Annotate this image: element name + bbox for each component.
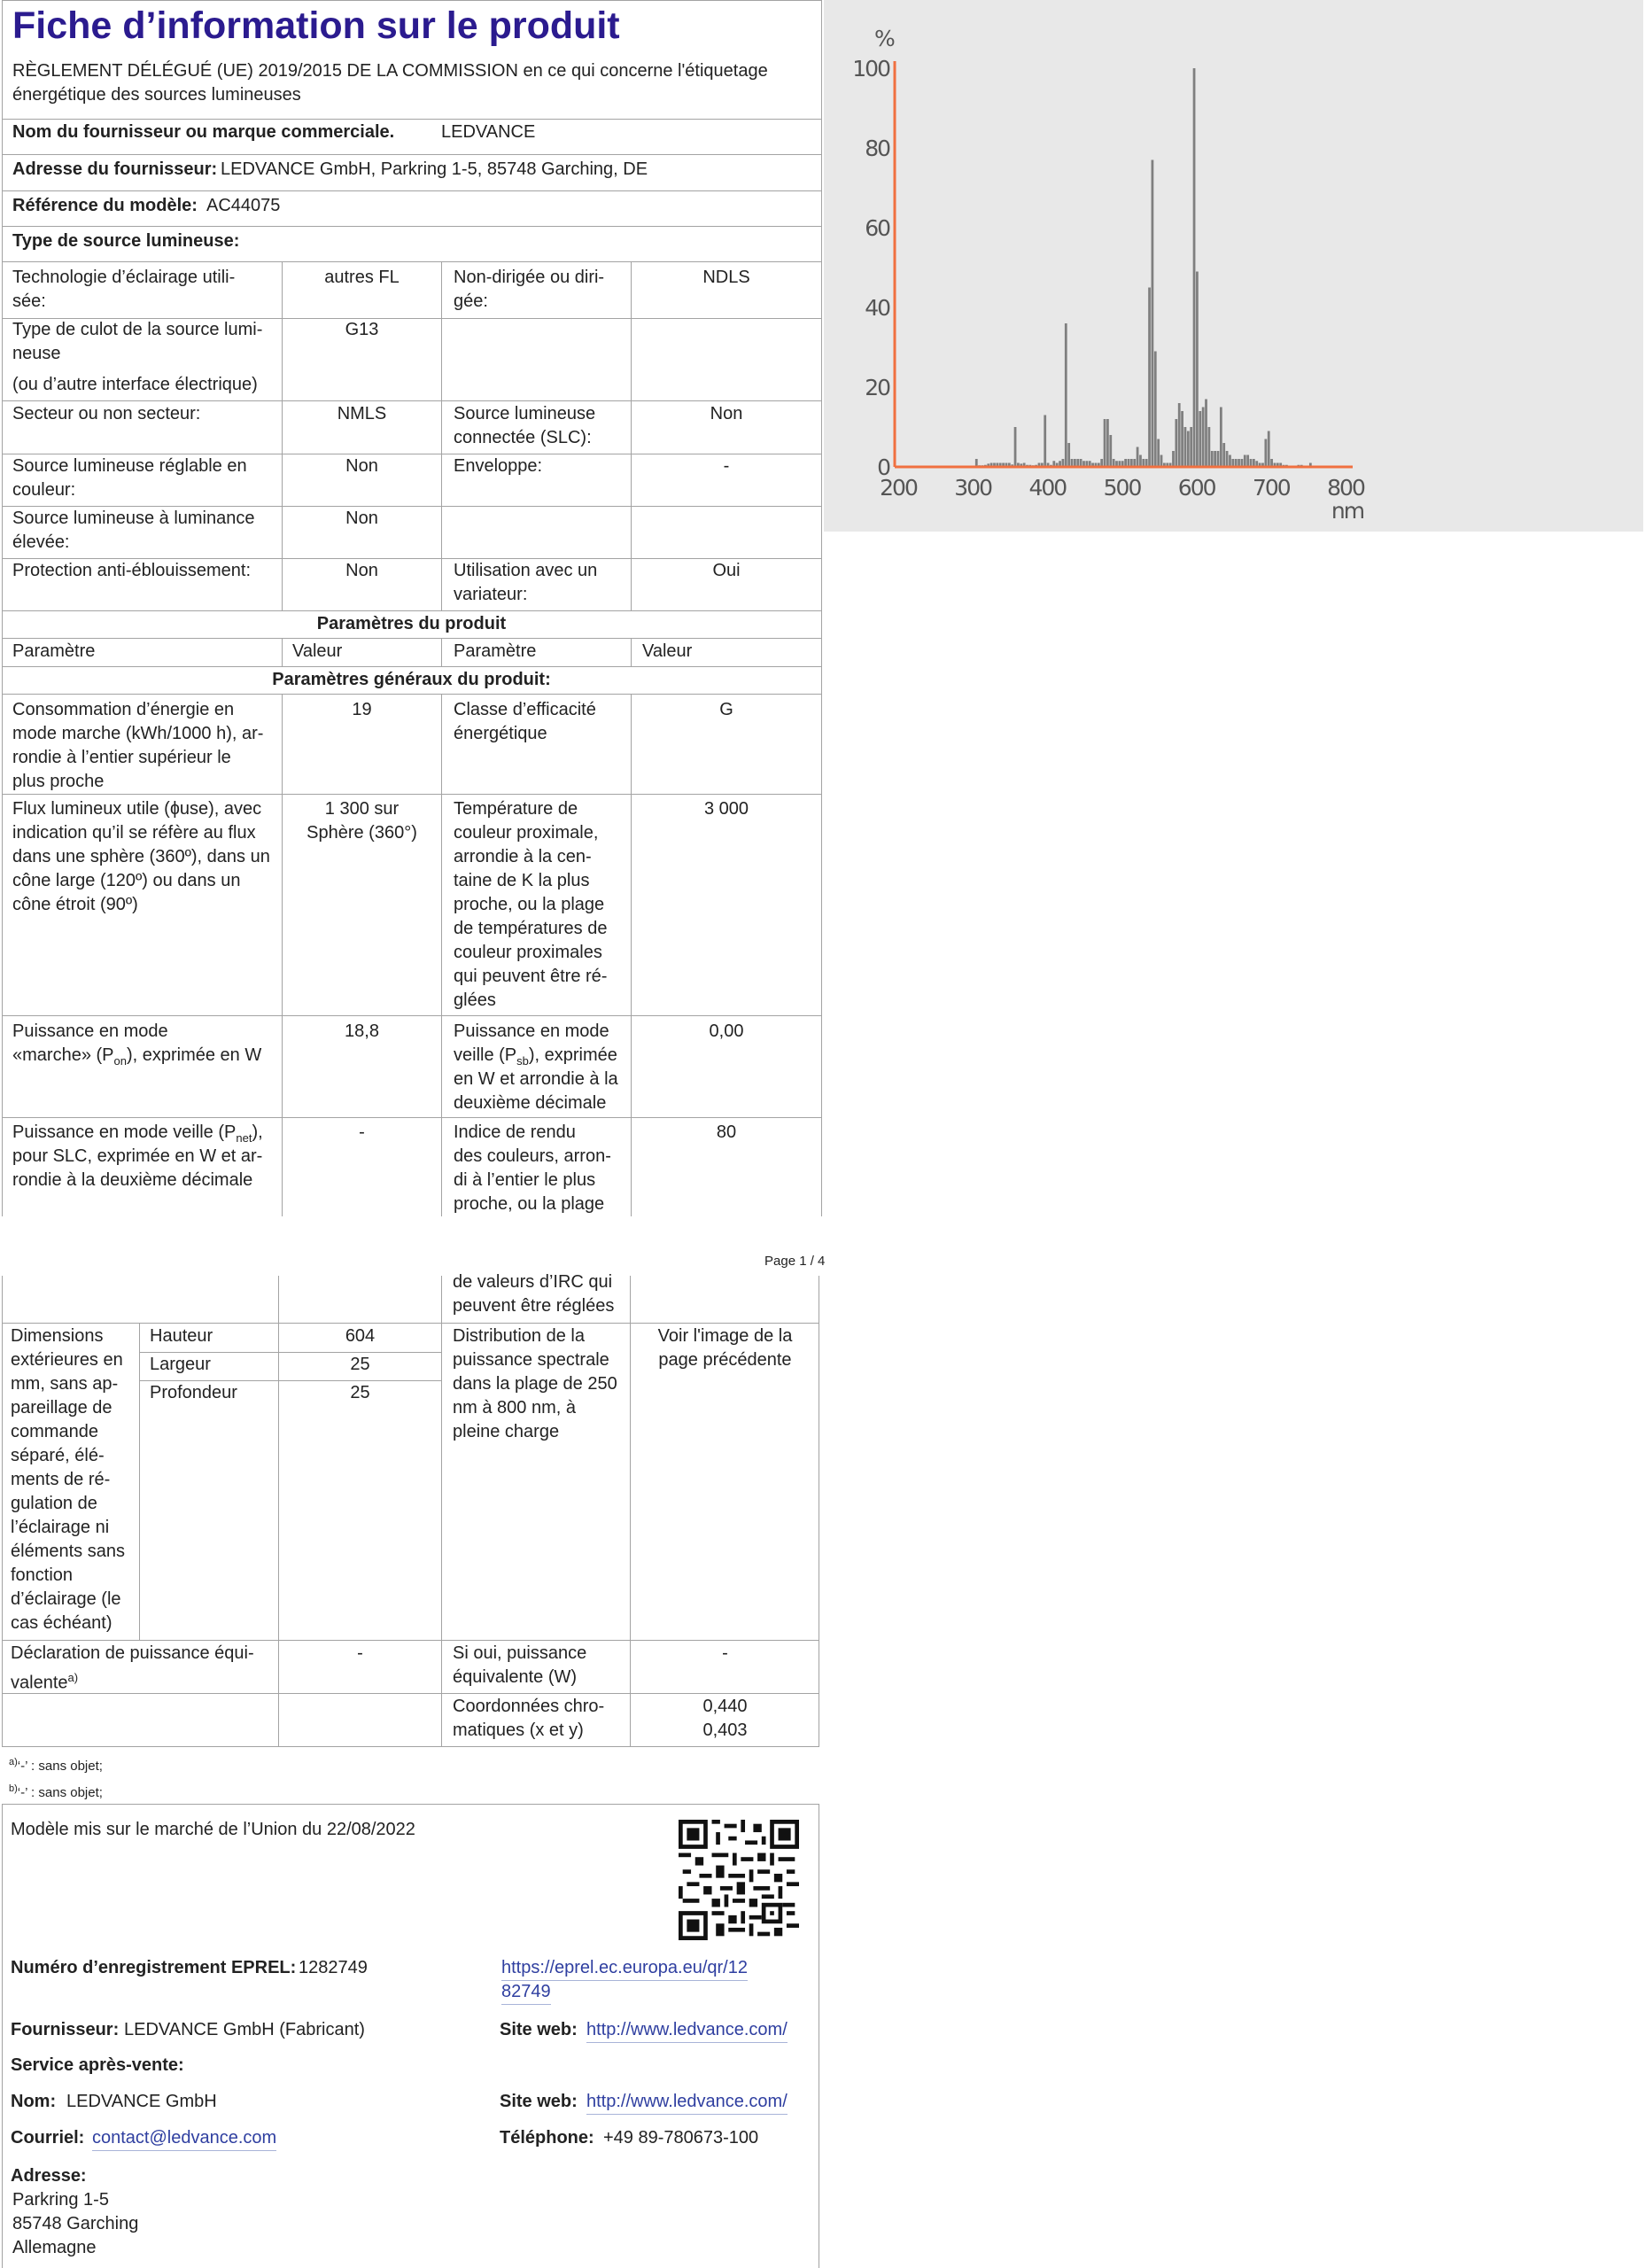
flux-label: cône large (120º) ou dans un: [12, 871, 241, 890]
phone-value: +49 89-780673-100: [603, 2128, 759, 2148]
cct-label: taine de K la plus: [454, 871, 590, 890]
supplier-address-value: LEDVANCE GmbH, Parkring 1-5, 85748 Garching, DE: [221, 159, 648, 179]
type-param: Source lumineuse réglable en: [12, 456, 247, 476]
spd-label: dans la plage de 250: [453, 1374, 617, 1394]
phone-label: Téléphone:: [500, 2128, 594, 2148]
spectrum-bar: [1214, 451, 1216, 467]
chroma-label: matiques (x et y): [453, 1720, 584, 1740]
header-param: Paramètre: [12, 641, 96, 661]
general-params-title: Paramètres généraux du produit:: [272, 670, 551, 689]
cri-label: des couleurs, arron-: [454, 1146, 611, 1166]
address-label: Adresse:: [11, 2166, 87, 2186]
flux-label: Flux lumineux utile (ɸuse), avec: [12, 799, 262, 819]
spectrum-bar: [1226, 451, 1229, 467]
type-value: Oui: [712, 561, 741, 580]
spd-label: puissance spectrale: [453, 1350, 609, 1370]
cct-label: couleur proximales: [454, 943, 602, 962]
spectrum-bar: [1184, 427, 1187, 467]
width-label: Largeur: [150, 1355, 211, 1374]
header-value: Valeur: [292, 641, 343, 661]
spectrum-bar: [1199, 411, 1201, 467]
row-divider: [2, 638, 821, 639]
type-param: connectée (SLC):: [454, 428, 592, 447]
consumption-label: rondie à l’entier supérieur le: [12, 748, 231, 767]
spectrum-bar: [1109, 435, 1112, 467]
spd-value: Voir l'image de la: [657, 1326, 793, 1346]
footnote-marker: a): [67, 1671, 79, 1684]
flux-value: Sphère (360°): [306, 823, 417, 843]
spectrum-bar: [1229, 455, 1231, 468]
dimensions-label: pareillage de: [11, 1398, 113, 1418]
spectrum-bar: [1268, 431, 1270, 468]
spectrum-bar: [1137, 447, 1139, 468]
footnote: [9, 1780, 103, 1802]
footnote-marker: b): [9, 1783, 18, 1794]
spd-label: nm à 800 nm, à: [453, 1398, 576, 1418]
type-param: sée:: [12, 291, 46, 311]
type-param: neuse: [12, 344, 61, 363]
row-divider: [2, 666, 821, 667]
pon-label: Puissance en mode: [12, 1021, 168, 1041]
pon-label-part: ), exprimée en W: [126, 1045, 262, 1065]
pnet-label: pour SLC, exprimée en W et ar-: [12, 1146, 263, 1166]
cct-label: couleur proximale,: [454, 823, 599, 843]
row-divider: [2, 1693, 819, 1694]
product-params-title: Paramètres du produit: [316, 614, 507, 633]
footnote-marker: a): [9, 1757, 18, 1767]
row-divider: [2, 1117, 821, 1118]
col-divider: [631, 261, 632, 610]
spectrum-bar: [1202, 408, 1205, 468]
dimensions-label: d’éclairage (le: [11, 1589, 121, 1609]
spectrum-bar: [1196, 272, 1199, 468]
dimensions-label: fonction: [11, 1565, 74, 1585]
y-tick-label: 60: [865, 215, 889, 241]
x-tick-label: 200: [880, 475, 917, 501]
spectrum-bar: [1175, 419, 1177, 467]
pon-label-part: «marche» (P: [12, 1045, 114, 1065]
consumption-label: mode marche (kWh/1000 h), ar-: [12, 724, 264, 743]
spectrum-bar: [1152, 160, 1154, 468]
cct-label: qui peuvent être ré-: [454, 967, 608, 986]
address-line: 85748 Garching: [12, 2214, 139, 2233]
eprel-value: 1282749: [299, 1958, 368, 1977]
spectrum-bar: [1217, 451, 1220, 467]
equivalent-value: -: [357, 1643, 363, 1663]
type-param: Utilisation avec un: [454, 561, 598, 580]
dimensions-label: éléments sans: [11, 1542, 125, 1561]
flux-label: indication qu’il se réfère au flux: [12, 823, 256, 843]
qr-code-icon[interactable]: [679, 1820, 799, 1940]
cct-label: proche, ou la plage: [454, 895, 605, 914]
height-value: 604: [345, 1326, 376, 1346]
spectrum-bar: [1208, 427, 1211, 467]
service-name-value: LEDVANCE GmbH: [66, 2092, 217, 2111]
pnet-label: rondie à la deuxième décimale: [12, 1170, 253, 1190]
model-ref-value: AC44075: [206, 196, 281, 215]
spectrum-bar: [1065, 323, 1067, 467]
dimensions-label: commande: [11, 1422, 98, 1441]
y-tick-label: 80: [865, 136, 889, 161]
equivalent-label: Déclaration de puissance équi-: [11, 1643, 254, 1663]
spectrum-bar: [1264, 439, 1267, 468]
row-divider: [2, 694, 821, 695]
spectrum-bar: [1104, 419, 1106, 467]
pnet-subscript: net: [236, 1131, 252, 1145]
y-axis-label: %: [874, 26, 894, 51]
footnote: [9, 1753, 103, 1775]
spd-label: Distribution de la: [453, 1326, 585, 1346]
spectrum-bar: [1106, 419, 1109, 467]
x-tick-label: 400: [1028, 475, 1067, 501]
type-param: (ou d’autre interface électrique): [12, 375, 258, 394]
row-divider: [2, 226, 821, 227]
height-label: Hauteur: [150, 1326, 213, 1346]
dimensions-label: extérieures en: [11, 1350, 123, 1370]
col-divider: [139, 1323, 140, 1640]
header-value: Valeur: [642, 641, 693, 661]
spectrum-bar: [1139, 455, 1142, 468]
eprel-link[interactable]: https://eprel.ec.europa.eu/qr/12: [501, 1956, 748, 1981]
page-title: Fiche d’information sur le produit: [12, 4, 620, 47]
row-divider: [2, 1323, 819, 1324]
type-param: variateur:: [454, 585, 528, 604]
regulation-line-1: RÈGLEMENT DÉLÉGUÉ (UE) 2019/2015 DE LA COMMISSION en ce qui concerne l'étiquetage: [12, 61, 768, 81]
row-divider: [2, 1640, 819, 1641]
dimensions-label: l’éclairage ni: [11, 1518, 110, 1537]
spectrum-bar: [1222, 443, 1225, 467]
pon-value: 18,8: [345, 1021, 379, 1041]
col-divider: [282, 638, 283, 666]
type-value: Non: [710, 404, 743, 423]
row-divider: [2, 261, 821, 262]
cri-label: Indice de rendu: [454, 1122, 576, 1142]
psb-value: 0,00: [709, 1021, 744, 1041]
spectrum-bar: [1154, 352, 1157, 468]
equivalent-power-label: Si oui, puissance: [453, 1643, 587, 1663]
type-param: couleur:: [12, 480, 76, 500]
y-tick-label: 40: [865, 295, 889, 321]
y-tick-label: 0: [877, 454, 889, 480]
type-value: G13: [345, 320, 379, 339]
eprel-link[interactable]: 82749: [501, 1980, 551, 2005]
cri-label: de valeurs d’IRC qui: [453, 1272, 613, 1292]
supplier-label: Fournisseur:: [11, 2020, 120, 2039]
chroma-y-value: 0,403: [702, 1720, 748, 1740]
row-divider: [2, 190, 821, 191]
email-link[interactable]: contact@ledvance.com: [92, 2126, 276, 2151]
supplier-site-link[interactable]: http://www.ledvance.com/: [586, 2018, 788, 2043]
spectrum-bar: [1178, 403, 1181, 467]
cri-label: peuvent être réglées: [453, 1296, 615, 1316]
energy-class-label: énergétique: [454, 724, 547, 743]
psb-label: Puissance en mode: [454, 1021, 609, 1041]
type-value: NDLS: [702, 268, 750, 287]
dimensions-label: cas échéant): [11, 1613, 113, 1633]
type-param: Enveloppe:: [454, 456, 543, 476]
pon-subscript: on: [113, 1054, 127, 1068]
psb-label: en W et arrondie à la: [454, 1069, 618, 1089]
regulation-line-2: énergétique des sources lumineuses: [12, 85, 301, 105]
energy-class-label: Classe d’efficacité: [454, 700, 596, 719]
type-param: Source lumineuse: [454, 404, 596, 423]
type-param: gée:: [454, 291, 488, 311]
pon-label: [12, 1044, 261, 1073]
type-param: Non-dirigée ou diri-: [454, 268, 605, 287]
cri-value: 80: [716, 1122, 737, 1142]
spectrum-bar: [1211, 451, 1214, 467]
equivalent-label-part: valente: [11, 1673, 68, 1693]
spectrum-bar: [1244, 455, 1246, 468]
flux-value: 1 300 sur: [324, 799, 400, 819]
row-divider: [2, 400, 821, 401]
cct-label: glées: [454, 990, 496, 1010]
spectrum-bar: [1193, 68, 1196, 467]
spectrum-bar: [1067, 443, 1070, 467]
footnote-text: ‘-’ : sans objet;: [17, 1759, 103, 1774]
pnet-label-part: Puissance en mode veille (P: [12, 1122, 237, 1142]
service-site-label: Site web:: [500, 2092, 578, 2111]
depth-value: 25: [350, 1383, 370, 1402]
supplier-value: LEDVANCE GmbH (Fabricant): [124, 2020, 365, 2039]
width-value: 25: [350, 1355, 370, 1374]
y-tick-label: 20: [865, 375, 889, 400]
type-param: Source lumineuse à luminance: [12, 509, 255, 528]
source-type-title: Type de source lumineuse:: [12, 231, 240, 251]
header-param: Paramètre: [454, 641, 537, 661]
spectrum-bar: [1187, 431, 1190, 468]
spectral-power-chart: [824, 0, 1643, 532]
supplier-name-label: Nom du fournisseur ou marque commerciale.: [12, 122, 395, 142]
col-divider: [282, 261, 283, 610]
type-value: Non: [345, 561, 378, 580]
type-value: Non: [345, 509, 378, 528]
consumption-label: Consommation d’énergie en: [12, 700, 235, 719]
psb-subscript: sb: [516, 1054, 529, 1068]
cct-label: Température de: [454, 799, 578, 819]
address-line: Parkring 1-5: [12, 2190, 109, 2210]
email-label: Courriel:: [11, 2128, 85, 2148]
chroma-x-value: 0,440: [702, 1697, 748, 1716]
psb-label-part: veille (P: [454, 1045, 517, 1065]
row-divider: [2, 119, 821, 120]
service-site-link[interactable]: http://www.ledvance.com/: [586, 2090, 788, 2115]
x-tick-label: 800: [1327, 475, 1364, 501]
col-divider: [441, 694, 442, 1216]
x-tick-label: 300: [954, 475, 992, 501]
type-value: NMLS: [337, 404, 387, 423]
col-divider: [441, 1276, 442, 1747]
col-divider: [441, 261, 442, 610]
spectrum-bar: [1044, 416, 1046, 468]
cri-label: proche, ou la plage: [454, 1194, 605, 1214]
spectrum-bar: [1181, 411, 1183, 467]
x-axis-label: nm: [1331, 498, 1364, 524]
type-value: autres FL: [324, 268, 400, 287]
dimensions-label: séparé, élé-: [11, 1446, 105, 1465]
col-divider: [441, 638, 442, 666]
row-divider: [2, 154, 821, 155]
spd-label: pleine charge: [453, 1422, 560, 1441]
depth-label: Profondeur: [150, 1383, 237, 1402]
dimensions-label: mm, sans ap-: [11, 1374, 119, 1394]
psb-label: deuxième décimale: [454, 1093, 607, 1113]
dimensions-label: gulation de: [11, 1494, 97, 1513]
row-divider: [2, 1015, 821, 1016]
supplier-site-label: Site web:: [500, 2020, 578, 2039]
service-name-label: Nom:: [11, 2092, 57, 2111]
type-param: Technologie d’éclairage utili-: [12, 268, 236, 287]
x-tick-label: 600: [1177, 475, 1215, 501]
row-divider: [2, 794, 821, 795]
spectrum-bar: [1205, 400, 1207, 468]
supplier-address-label: Adresse du fournisseur:: [12, 159, 218, 179]
spectrum-bar: [1157, 439, 1160, 468]
chart-background: [824, 0, 1643, 532]
pnet-label-part: ),: [252, 1122, 263, 1142]
type-param: Secteur ou non secteur:: [12, 404, 201, 423]
spd-value: page précédente: [658, 1350, 792, 1370]
type-param: élevée:: [12, 532, 70, 552]
flux-label: cône étroit (90º): [12, 895, 138, 914]
y-tick-label: 100: [852, 56, 889, 82]
cct-label: arrondie à la cen-: [454, 847, 592, 866]
service-title: Service après-vente:: [11, 2055, 184, 2075]
market-date: Modèle mis sur le marché de l’Union du 22/08/2022: [11, 1820, 415, 1839]
energy-class-value: G: [719, 700, 733, 719]
col-divider: [631, 638, 632, 666]
spectrum-bar: [1172, 451, 1175, 467]
spectrum-bar: [1220, 408, 1222, 468]
pnet-value: -: [359, 1122, 365, 1142]
spectrum-bar: [1160, 455, 1163, 468]
consumption-value: 19: [352, 700, 372, 719]
equivalent-power-value: -: [722, 1643, 728, 1663]
model-ref-label: Référence du modèle:: [12, 196, 198, 215]
row-divider: [2, 610, 821, 611]
type-value: -: [723, 456, 730, 476]
psb-label-part: ), exprimée: [528, 1045, 617, 1065]
cct-label: de températures de: [454, 919, 608, 938]
spectrum-bar: [1190, 427, 1192, 467]
x-tick-label: 500: [1103, 475, 1141, 501]
cri-label: di à l’entier le plus: [454, 1170, 596, 1190]
dimensions-label: ments de ré-: [11, 1470, 111, 1489]
eprel-label: Numéro d’enregistrement EPREL:: [11, 1958, 297, 1977]
spectrum-bar: [1246, 455, 1249, 468]
consumption-label: plus proche: [12, 772, 105, 791]
type-param: Protection anti-éblouissement:: [12, 561, 252, 580]
flux-label: dans une sphère (360º), dans un: [12, 847, 270, 866]
equivalent-label: [11, 1666, 78, 1696]
dimensions-label: Dimensions: [11, 1326, 104, 1346]
page-number: Page 1 / 4: [764, 1254, 826, 1269]
spectrum-bar: [1148, 288, 1151, 468]
x-tick-label: 700: [1252, 475, 1290, 501]
spectrum-bar: [1014, 427, 1017, 467]
chroma-label: Coordonnées chro-: [453, 1697, 605, 1716]
supplier-name-value: LEDVANCE: [441, 122, 536, 142]
equivalent-power-label: équivalente (W): [453, 1667, 578, 1687]
cct-value: 3 000: [703, 799, 749, 819]
type-value: Non: [345, 456, 378, 476]
footnote-text: ‘-’ : sans objet;: [17, 1785, 103, 1800]
address-line: Allemagne: [12, 2238, 97, 2257]
type-param: Type de culot de la source lumi-: [12, 320, 263, 339]
